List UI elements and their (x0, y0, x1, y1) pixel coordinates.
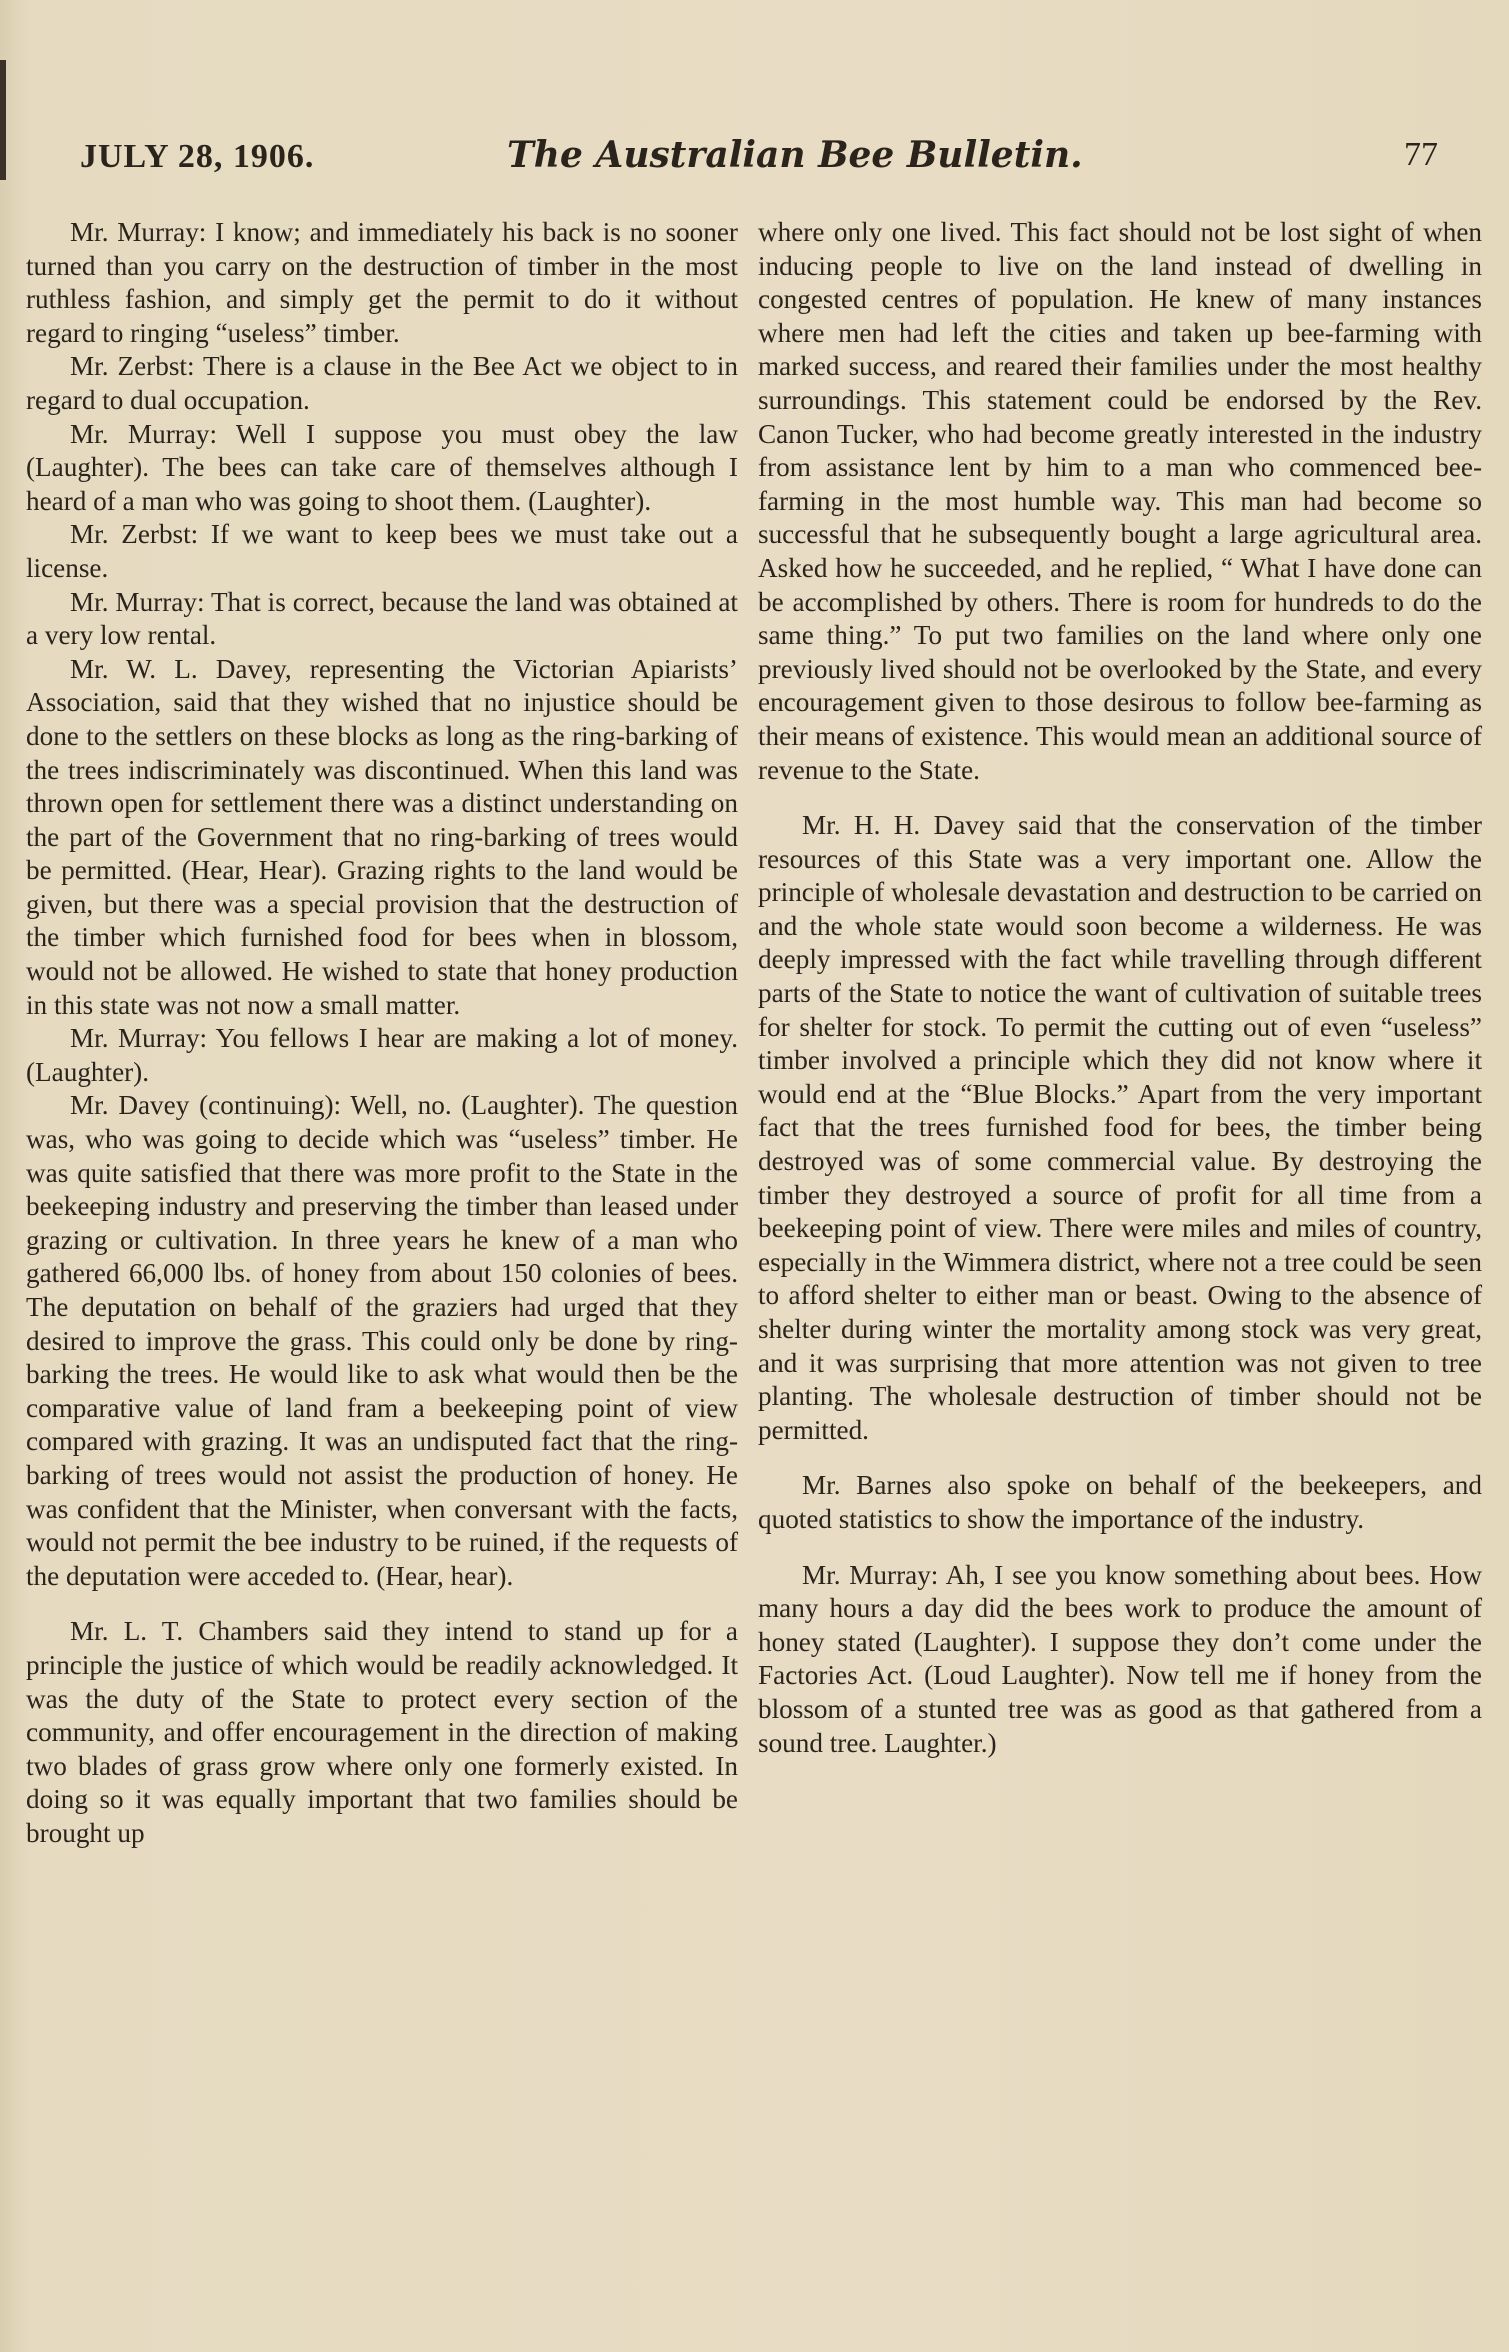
paragraph: Mr. Davey (continuing): Well, no. (Laughter). The question was, who was going to decide which was “useless” timber. He was quite satisfied that there was more profit to the State in the beekeeping industry and preserving the timber than leased under grazing or cultivation. In three years he knew of a man who gathered 66,000 lbs. of honey from about 150 colonies of bees. The deputation on behalf of the graziers had urged that they desired to improve the grass. This could only be done by ring-barking the trees. He would like to ask what would then be the comparative value of land fram a beekeeping point of view compared with grazing. It was an undisputed fact that the ring-barking of trees would not assist the production of honey. He was confident that the Minister, when conversant with the facts, would not permit the bee industry to be ruined, if the requests of the deputation were acceded to. (Hear, hear). (26, 1090, 738, 1591)
paragraph: Mr. Zerbst: There is a clause in the Bee Act we object to in regard to dual occupation. (26, 351, 738, 415)
paragraph: Mr. Barnes also spoke on behalf of the beekeepers, and quoted statistics to show the importance of the industry. (758, 1470, 1482, 1534)
page-edge-mark (0, 60, 6, 180)
right-column (758, 216, 1482, 1760)
paragraph: where only one lived. This fact should not be lost sight of when inducing people to live on the land instead of dwelling in congested centres of population. He knew of many instances where men had left the cities and taken up bee-farming with marked success, and reared their families under the most healthy surroundings. This statement could be endorsed by the Rev. Canon Tucker, who had become greatly interested in the industry from assistance lent by him to a man who commenced bee-farming in the most humble way. This man had become so successful that he subsequently bought a large agricultural area. Asked how he succeeded, and he replied, “ What I have done can be accomplished by others. There is room for hundreds to do the same thing.” To put two families on the land where only one previously lived should not be overlooked by the State, and every encouragement given to those desirous to follow bee-farming as their means of existence. This would mean an additional source of revenue to the State. (758, 217, 1482, 785)
paragraph: Mr. Murray: That is correct, because the land was obtained at a very low rental. (26, 586, 738, 651)
paragraph: Mr. W. L. Davey, representing the Victorian Apiarists’ Association, said that they wished that no injustice should be done to the settlers on these blocks as long as the ring-barking of the trees indiscriminately was discontinued. When this land was thrown open for settlement there was a distinct understanding on the part of the Government that no ring-barking of trees would be permitted. (Hear, Hear). Grazing rights to the land would be given, but there was a special provision that the destruction of the timber which furnished food for bees when in blossom, would not be allowed. He wished to state that honey production in this state was not now a small matter. (26, 653, 738, 1020)
paragraph: Mr. Murray: Well I suppose you must obey the law (Laughter). The bees can take care of themselves although I heard of a man who was going to shoot them. (Laughter). (26, 418, 738, 516)
paragraph: Mr. H. H. Davey said that the conservation of the timber resources of this State was a very important one. Allow the principle of wholesale devastation and destruction to be carried on and the whole state would soon become a wilderness. He was deeply impressed with the fact while travelling through different parts of the State to notice the want of cultivation of suitable trees for shelter for stock. To permit the cutting out of even “useless” timber involved a principle which they did not know where it would end at the “Blue Blocks.” Apart from the very important fact that the trees furnished food for bees, the timber being destroyed was of some commercial value. By destroying the timber they destroyed a source of profit for all time from a beekeeping point of view. There were miles and miles of country, especially in the Wimmera district, where not a tree could be seen to afford shelter to either man or beast. Owing to the absence of shelter during winter the mortality among stock was very great, and it was surprising that more attention was not given to tree planting. The wholesale destruction of timber should not be permitted. (758, 810, 1482, 1445)
publication-title: The Australian Bee Bulletin. (507, 134, 1083, 176)
page-header (52, 128, 1452, 188)
paragraph: Mr. Murray: You fellows I hear are making a lot of money. (Laughter). (26, 1023, 738, 1087)
left-column (26, 216, 738, 1851)
issue-date: JULY 28, 1906. (80, 138, 315, 175)
paragraph: Mr. L. T. Chambers said they intend to stand up for a principle the justice of which would be readily acknowledged. It was the duty of the State to protect every section of the community, and offer encouragement in the direction of making two blades of grass grow where only one formerly existed. In doing so it was equally important that two families should be brought up (26, 1616, 738, 1848)
page-number: 77 (1404, 136, 1438, 173)
paragraph: Mr. Murray: I know; and immediately his back is no sooner turned than you carry on the destruction of timber in the most ruthless fashion, and simply get the permit to do it without regard to ringing “useless” timber. (26, 217, 738, 348)
paragraph: Mr. Zerbst: If we want to keep bees we must take out a license. (26, 519, 738, 583)
paragraph: Mr. Murray: Ah, I see you know something about bees. How many hours a day did the bees work to produce the amount of honey stated (Laughter). I suppose they don’t come under the Factories Act. (Loud Laughter). Now tell me if honey from the blossom of a stunted tree was as good as that gathered from a sound tree. Laughter.) (758, 1559, 1482, 1758)
